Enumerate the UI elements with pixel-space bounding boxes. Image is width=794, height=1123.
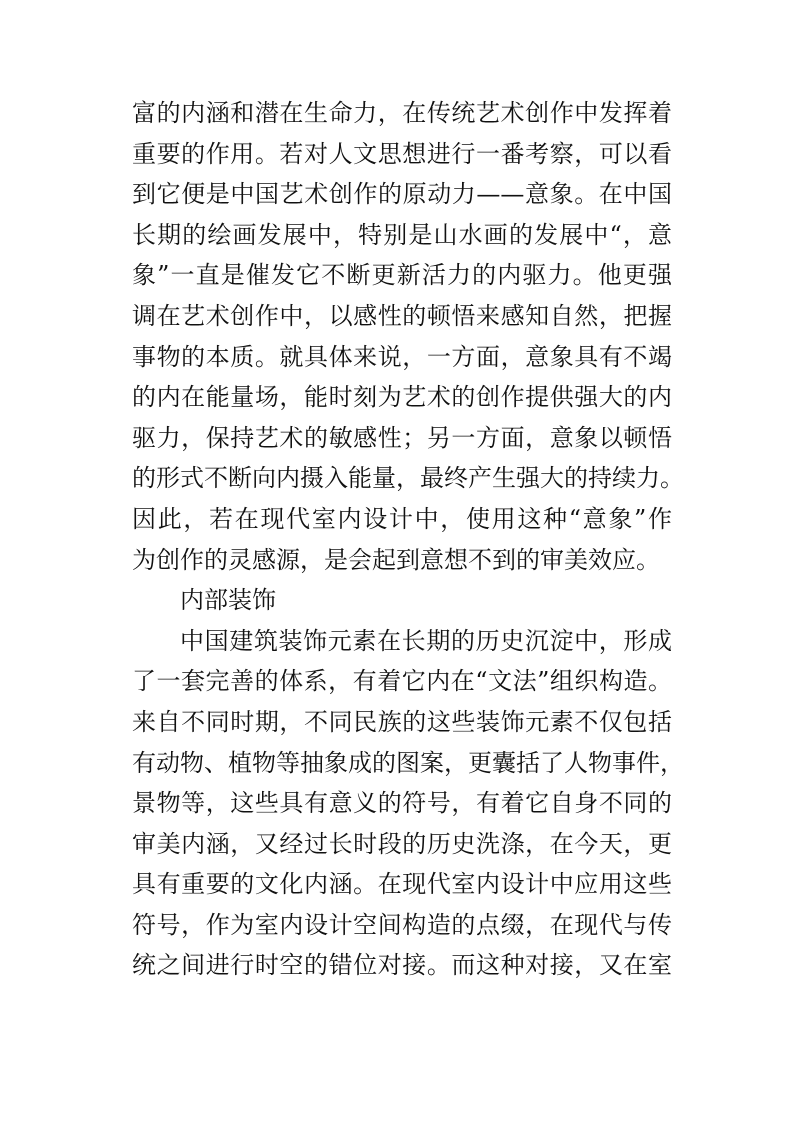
text-line: 符号，作为室内设计空间构造的点缀，在现代与传 <box>132 910 672 939</box>
text-line: 中国建筑装饰元素在长期的历史沉淀中，形成 <box>180 626 672 655</box>
text-line: 象”一直是催发它不断更新活力的内驱力。他更强 <box>132 261 672 290</box>
text-line: 具有重要的文化内涵。在现代室内设计中应用这些 <box>132 870 672 899</box>
text-line: 了一套完善的体系，有着它内在“文法”组织构造。 <box>132 667 672 696</box>
text-line: 到它便是中国艺术创作的原动力——意象。在中国 <box>132 180 672 209</box>
text-line: 有动物、植物等抽象成的图案，更囊括了人物事件， <box>132 748 684 777</box>
text-line: 审美内涵，又经过长时段的历史洗涤，在今天，更 <box>132 829 672 858</box>
body-text <box>132 93 684 986</box>
text-line: 的内在能量场，能时刻为艺术的创作提供强大的内 <box>132 383 672 412</box>
text-line: 统之间进行时空的错位对接。而这种对接，又在室 <box>132 951 672 980</box>
text-line: 长期的绘画发展中，特别是山水画的发展中“，意 <box>132 220 672 249</box>
text-line: 富的内涵和潜在生命力，在传统艺术创作中发挥着 <box>132 99 672 127</box>
text-line: 为创作的灵感源，是会起到意想不到的审美效应。 <box>132 545 660 574</box>
text-line: 调在艺术创作中，以感性的顿悟来感知自然，把握 <box>132 301 672 330</box>
text-line: 因此，若在现代室内设计中，使用这种“意象”作 <box>132 504 672 533</box>
text-line: 驱力，保持艺术的敏感性；另一方面，意象以顿悟 <box>132 423 672 452</box>
section-heading: 内部装饰 <box>180 586 276 615</box>
text-line: 来自不同时期，不同民族的这些装饰元素不仅包括 <box>132 707 672 736</box>
text-line: 景物等，这些具有意义的符号，有着它自身不同的 <box>132 789 672 818</box>
paragraph-1 <box>132 93 684 580</box>
text-line: 的形式不断向内摄入能量，最终产生强大的持续力。 <box>132 464 684 493</box>
text-line: 重要的作用。若对人文思想进行一番考察，可以看 <box>132 139 672 168</box>
paragraph-2 <box>132 621 684 986</box>
text-line: 事物的本质。就具体来说，一方面，意象具有不竭 <box>132 342 672 371</box>
